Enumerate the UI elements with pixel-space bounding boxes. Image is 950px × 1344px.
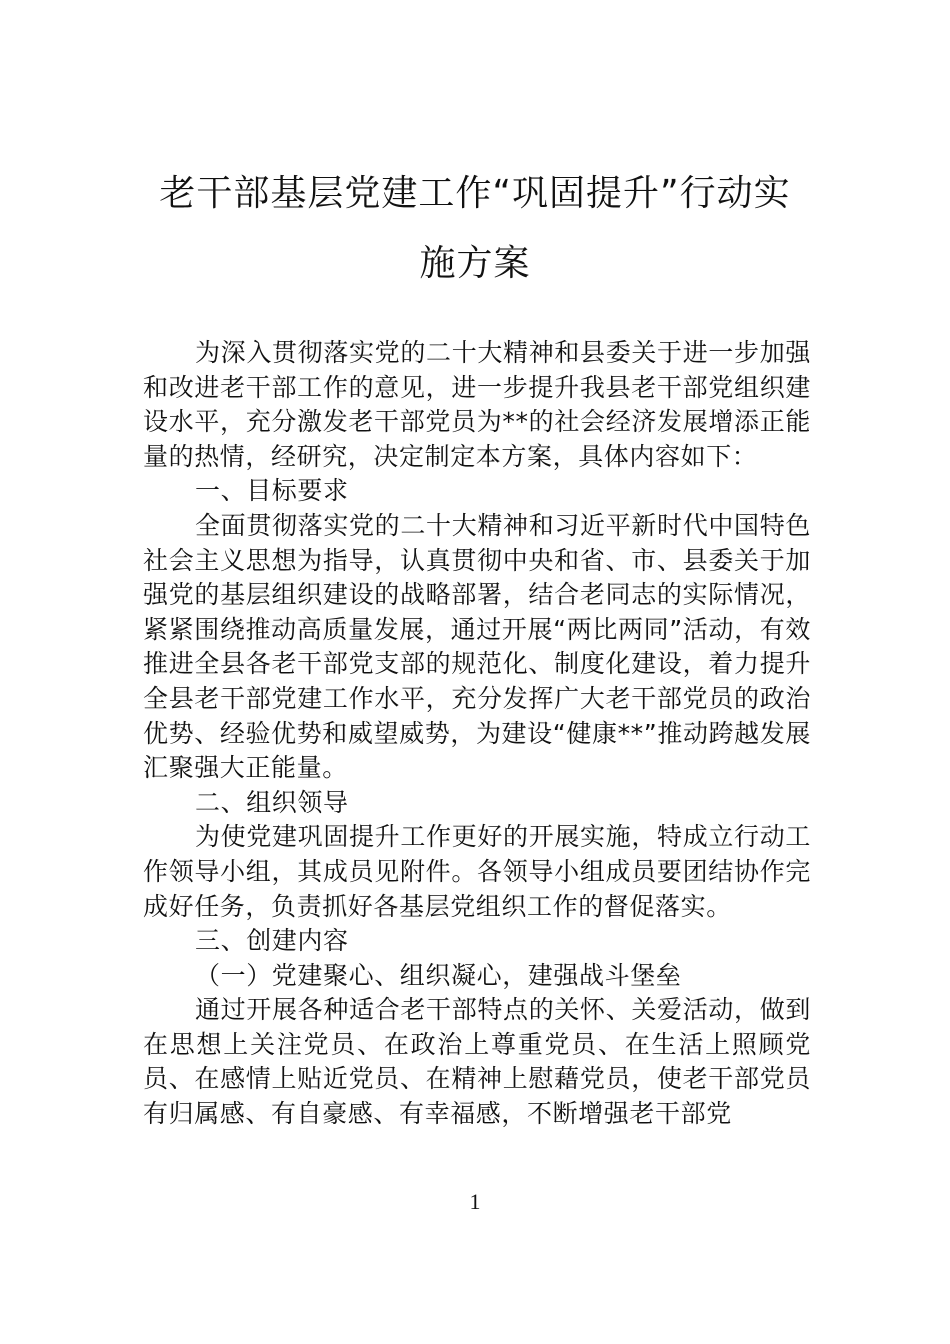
- document-body: [143, 336, 811, 1132]
- section-heading-content: 三、创建内容: [195, 926, 349, 956]
- goals-paragraph: 全面贯彻落实党的二十大精神和习近平新时代中国特色社会主义思想为指导，认真贯彻中央和省、市、县委关于加强党的基层组织建设的战略部署，结合老同志的实际情况，紧紧围绕推动高质量发展，通过开展“两比两同”活动，有效推进全县各老干部党支部的规范化、制度化建设，着力提升全县老干部党建工作水平，充分发挥广大老干部党员的政治优势、经验优势和威望威势，为建设“健康**”推动跨越发展汇聚强大正能量。: [143, 510, 811, 783]
- leadership-paragraph: 为使党建巩固提升工作更好的开展实施，特成立行动工作领导小组，其成员见附件。各领导小组成员要团结协作完成好任务，负责抓好各基层党组织工作的督促落实。: [143, 822, 811, 921]
- document-title-line-1: 老干部基层党建工作“巩固提升”行动实: [159, 173, 791, 214]
- section-heading-leadership: 二、组织领导: [195, 787, 349, 817]
- page-number: 1: [469, 1189, 481, 1214]
- subsection-heading-1: （一）党建聚心、组织凝心，建强战斗堡垒: [195, 960, 682, 990]
- section-heading-goals: 一、目标要求: [195, 476, 349, 506]
- document-title-line-2: 施方案: [419, 243, 531, 284]
- content-paragraph: 通过开展各种适合老干部特点的关怀、关爱活动，做到在思想上关注党员、在政治上尊重党员、在生活上照顾党员、在感情上贴近党员、在精神上慰藉党员，使老干部党员有归属感、有自豪感、有幸福感，不断增强老干部党: [143, 995, 811, 1129]
- intro-paragraph: 为深入贯彻落实党的二十大精神和县委关于进一步加强和改进老干部工作的意见，进一步提升我县老干部党组织建设水平，充分激发老干部党员为**的社会经济发展增添正能量的热情，经研究，决定制定本方案，具体内容如下：: [143, 338, 811, 471]
